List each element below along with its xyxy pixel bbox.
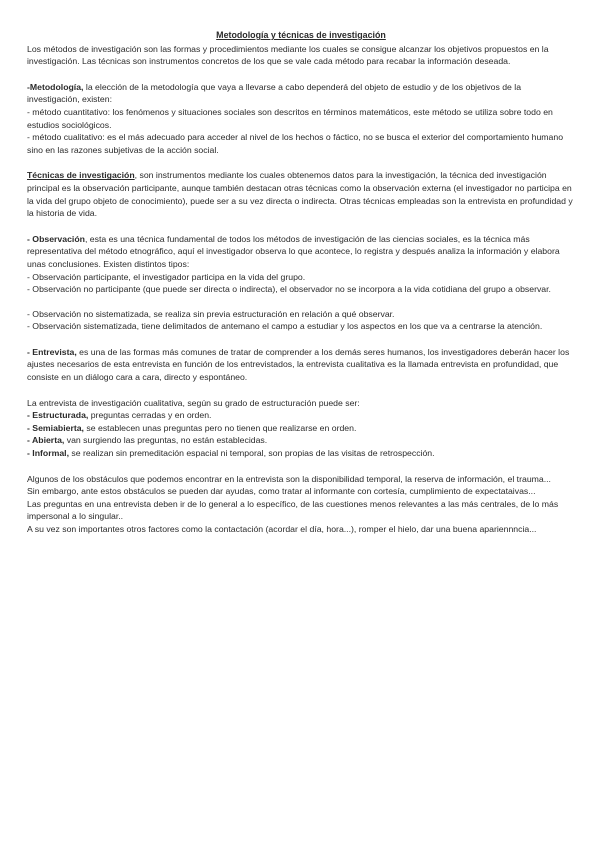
tecnicas-text: , son instrumentos mediante los cuales obtenemos datos para la investigación, la técnica ded investigación principal es la observación participante, aunque también destacan otras técnicas como la observación externa (el investigador no participa en la vida del grupo objeto de conocimiento), puede ser a su vez directa o indirecta. Otras técnicas empleadas son la entrevista en profundidad y la historia de vida. [27, 170, 573, 219]
observacion-paragraph [27, 233, 575, 271]
observacion-no-sistematizada: - Observación no sistematizada, se realiza sin previa estructuración en relación a qué observar. [27, 308, 395, 319]
metodo-cualitativo: - método cualitativo: es el más adecuado para acceder al nivel de los hechos o fáctico, no se busca el exterior del comportamiento humano sino en las razones subjetivas de la acción social. [27, 132, 564, 155]
metodologia-heading: -Metodología, [27, 81, 84, 92]
type-text: se establecen unas preguntas pero no tienen que realizarse en orden. [83, 422, 357, 433]
entrevista-paragraph [27, 346, 575, 384]
entrevista-heading: - Entrevista, [27, 346, 77, 357]
type-estructurada [27, 409, 575, 422]
type-text: se realizan sin premeditación espacial ni temporal, son propias de las visitas de retrospección. [69, 448, 435, 459]
entrevista-text: es una de las formas más comunes de tratar de comprender a los demás seres humanos, los investigadores deberán hacer los ajustes necesarios de esta entrevista en función de los entrevistados, la entrevista cualitativa es la llamada entrevista en profundidad, que consiste en un diálogo cara a cara, directo y espontáneo. [27, 346, 570, 383]
metodologia-paragraph [27, 81, 575, 106]
tecnicas-paragraph [27, 169, 575, 219]
observacion-no-participante: - Observación no participante (que puede ser directa o indirecta), el observador no se incorpora a la vida cotidiana del grupo a observar. [27, 284, 551, 295]
type-text: van surgiendo las preguntas, no están establecidas. [64, 435, 268, 446]
type-text: preguntas cerradas y en orden. [88, 410, 212, 421]
type-informal [27, 447, 575, 460]
preguntas-paragraph: Las preguntas en una entrevista deben ir de lo general a lo específico, de las cuestiones menos relevantes a las más centrales, de lo más impersonal a lo singular.. [27, 498, 559, 522]
observacion-participante: - Observación participante, el investigador participa en la vida del grupo. [27, 271, 306, 282]
tecnicas-heading: Técnicas de investigación [27, 170, 135, 181]
type-label: - Estructurada, [27, 410, 89, 421]
type-semiabierta [27, 422, 575, 435]
metodologia-text: la elección de la metodología que vaya a llevarse a cabo dependerá del objeto de estudio y de los objetivos de la investigación, existen: [27, 81, 522, 105]
observacion-sistematizada: - Observación sistematizada, tiene delimitados de antemano el campo a estudiar y los aspectos en los que va a centrarse la atención. [27, 321, 543, 332]
type-abierta [27, 434, 575, 447]
page-title: Metodología y técnicas de investigación [216, 30, 386, 40]
type-label: - Informal, [27, 448, 69, 459]
obstaculos-paragraph: Algunos de los obstáculos que podemos encontrar en la entrevista son la disponibilidad temporal, la reserva de información, el trauma... [27, 473, 551, 484]
factores-paragraph: A su vez son importantes otros factores como la contactación (acordar el día, hora...), romper el hielo, dar una buena apariennncia... [27, 524, 537, 534]
observacion-heading: - Observación [27, 233, 85, 244]
ayudas-paragraph: Sin embargo, ante estos obstáculos se pueden dar ayudas, como tratar al informante con cortesía, cumplimiento de expectataivas... [27, 486, 536, 497]
type-label: - Semiabierta, [27, 422, 84, 433]
metodo-cuantitativo: - método cuantitativo: los fenómenos y situaciones sociales son descritos en términos matemáticos, este método se utiliza sobre todo en estudios sociológicos. [27, 106, 553, 130]
intro-paragraph: Los métodos de investigación son las formas y procedimientos mediante los cuales se consigue alcanzar los objetivos propuestos en la investigación. Las técnicas son instrumentos concretos de los que se vale cada método para recabar la información deseada. [27, 43, 549, 67]
type-label: - Abierta, [27, 435, 65, 446]
observacion-text: , esta es una técnica fundamental de todos los métodos de investigación de las ciencias sociales, es la técnica más representativa del método etnográfico, aquí el investigador observa lo que acontece, lo registra y después analiza la información y elabora unas conclusiones. Existen distintos tipos: [27, 233, 560, 269]
cualitativa-intro: La entrevista de investigación cualitativa, según su grado de estructuración puede ser: [27, 397, 360, 408]
